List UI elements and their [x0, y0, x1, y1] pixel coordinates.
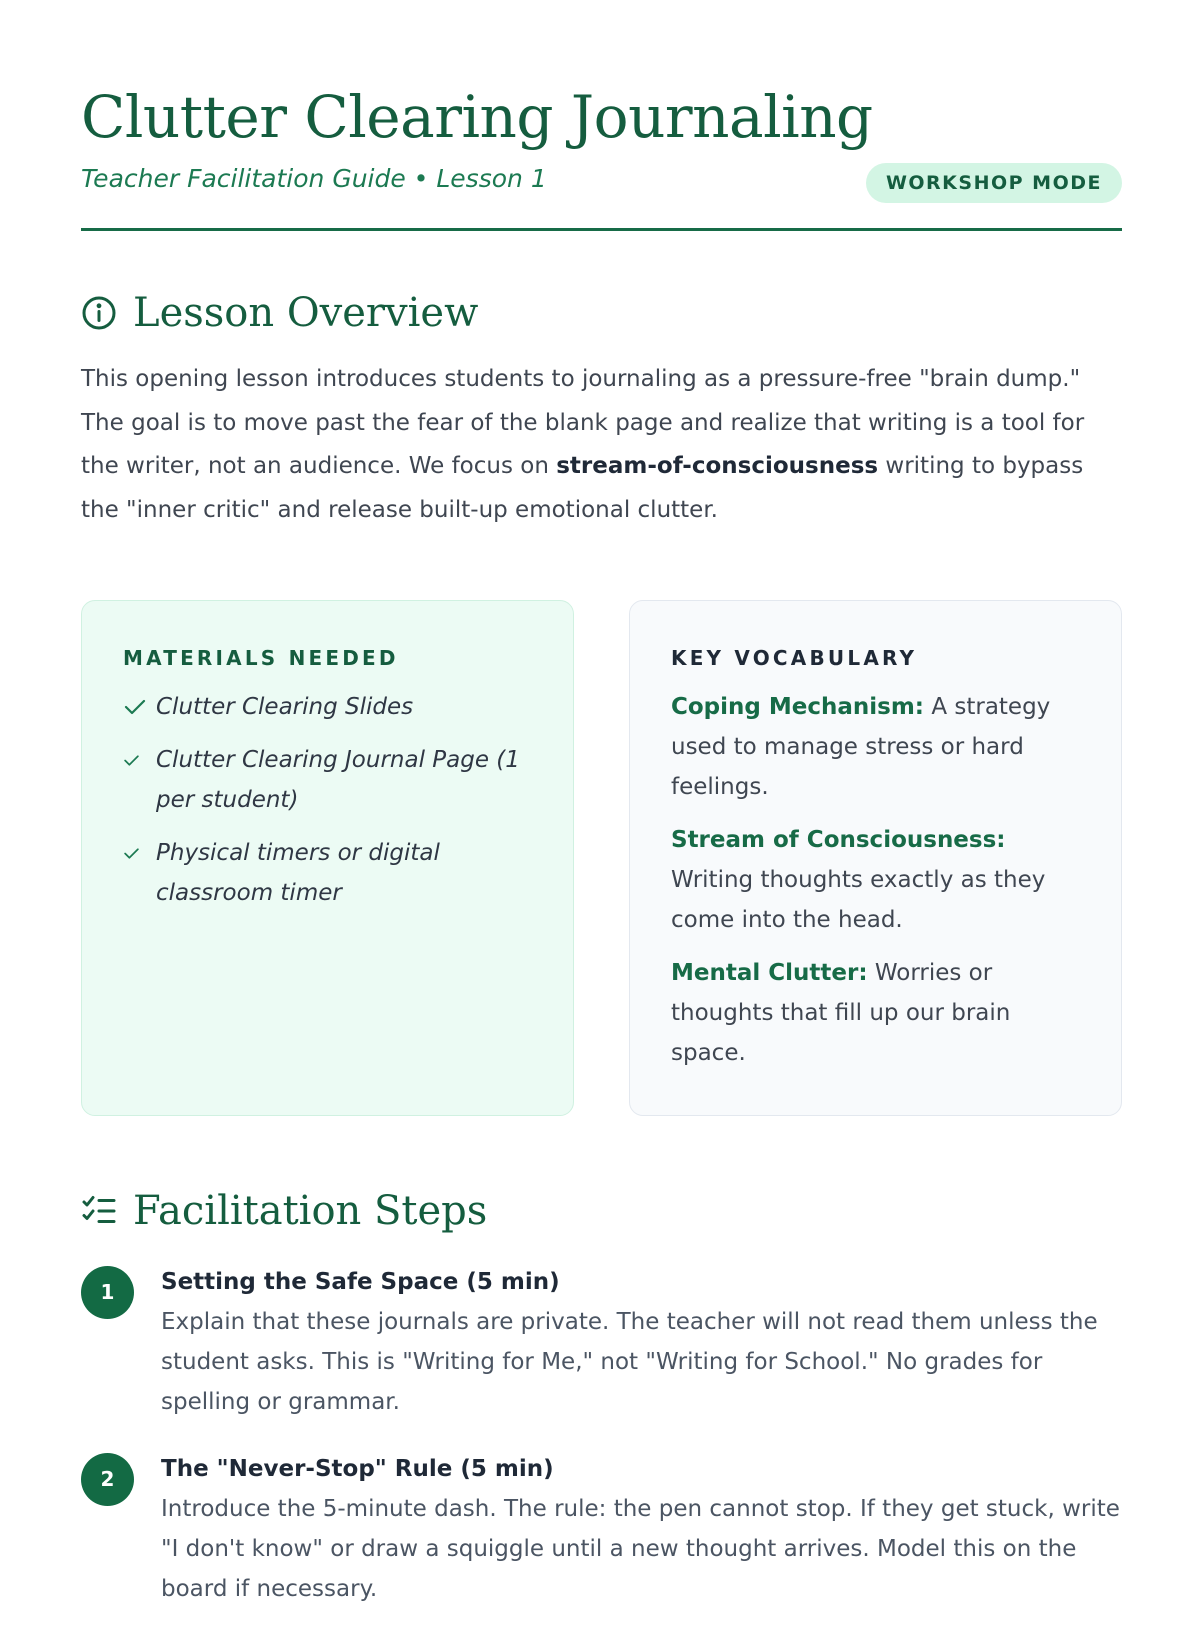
step-item — [81, 1262, 1122, 1422]
step-number: 2 — [81, 1453, 134, 1506]
overview-emphasis: stream-of-consciousness — [556, 453, 879, 479]
steps-heading-row — [81, 1185, 487, 1237]
info-circle-icon — [81, 295, 117, 331]
step-item — [81, 1449, 1122, 1609]
vocabulary-term: Stream of Consciousness: — [671, 827, 1006, 853]
steps-heading: Facilitation Steps — [133, 1188, 488, 1234]
checklist-icon — [81, 1193, 117, 1229]
list-item — [123, 833, 533, 913]
vocabulary-term: Mental Clutter: — [671, 960, 868, 986]
workshop-mode-badge: WORKSHOP MODE — [866, 163, 1122, 203]
vocabulary-definition: Worries or thoughts that fill up our brain space. — [671, 960, 1011, 1066]
material-label: Physical timers or digital classroom timer — [156, 840, 440, 906]
materials-card — [81, 600, 574, 1116]
overview-text-end: writing to bypass the "inner critic" and release built-up emotional clutter. — [81, 453, 1084, 523]
check-icon — [123, 687, 156, 727]
check-icon — [123, 740, 156, 780]
vocabulary-entry — [671, 820, 1081, 940]
page-subtitle: Teacher Facilitation Guide • Lesson 1 — [81, 164, 547, 193]
header-divider — [81, 228, 1122, 231]
vocabulary-definition: Writing thoughts exactly as they come into the head. — [671, 867, 1046, 933]
vocabulary-list — [671, 687, 1081, 1073]
materials-list — [123, 687, 533, 913]
vocabulary-title: KEY VOCABULARY — [671, 646, 918, 670]
list-item — [123, 687, 533, 727]
check-icon — [123, 833, 156, 873]
material-label: Clutter Clearing Slides — [156, 694, 414, 720]
overview-heading: Lesson Overview — [133, 290, 479, 336]
step-body: Introduce the 5-minute dash. The rule: the pen cannot stop. If they get stuck, write "I don't know" or draw a squiggle until a new thought arrives. Model this on the board if necessary. — [161, 1496, 1120, 1602]
overview-text-start: This opening lesson introduces students to journaling as a pressure-free "brain dump." The goal is to move past the fear of the blank page and realize that writing is a tool for the writer, not an audience. We focus on — [81, 366, 1085, 479]
step-title: Setting the Safe Space (5 min) — [161, 1269, 560, 1295]
step-number: 1 — [81, 1266, 134, 1319]
page-title: Clutter Clearing Journaling — [81, 83, 873, 151]
step-title: The "Never-Stop" Rule (5 min) — [161, 1456, 554, 1482]
facilitation-steps — [81, 1262, 1122, 1636]
vocabulary-entry — [671, 687, 1081, 807]
materials-title: MATERIALS NEEDED — [123, 646, 399, 670]
overview-heading-row — [81, 287, 478, 339]
overview-paragraph — [81, 358, 1122, 532]
vocabulary-entry — [671, 953, 1081, 1073]
step-body: Explain that these journals are private. The teacher will not read them unless the student asks. This is "Writing for Me," not "Writing for School." No grades for spelling or grammar. — [161, 1309, 1098, 1415]
vocabulary-card — [629, 600, 1122, 1116]
list-item — [123, 740, 533, 820]
vocabulary-definition: A strategy used to manage stress or hard feelings. — [671, 694, 1051, 800]
vocabulary-term: Coping Mechanism: — [671, 694, 924, 720]
material-label: Clutter Clearing Journal Page (1 per student) — [156, 747, 520, 813]
